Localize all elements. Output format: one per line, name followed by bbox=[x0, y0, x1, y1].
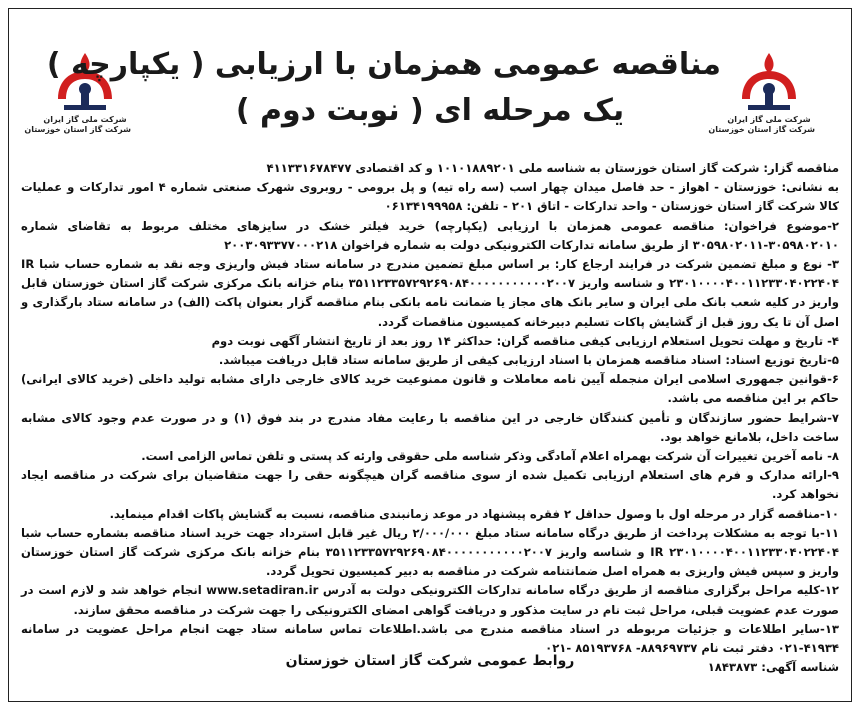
paragraph-ad-id: شناسه آگهی: ۱۸۴۳۸۷۳ bbox=[707, 660, 839, 675]
paragraph-setad: ۱۲-کلیه مراحل برگزاری مناقصه از طریق درگاه سامانه تدارکات الکترونیکی دولت به آدرس www.setadiran.ir انجام خواهد شد و لازم است در صورت عدم عضویت قبلی، مراحل ثبت نام در سایت مذکور و دریافت گواهی امضای الکترونیکی را جهت شرکت در مناقصه محقق سازند. bbox=[21, 583, 839, 617]
paragraph-laws: ۶-قوانین جمهوری اسلامی ایران منجمله آیین نامه معاملات و قانون ممنوعیت خرید کالای خارجی دارای مشابه تولید داخلی (خرید کالای ایرانی) حاکم بر این مناقصه می باشد. bbox=[21, 372, 839, 406]
paragraph-payment: ۱۱-با توجه به مشکلات پرداخت از طریق درگاه سامانه ستاد مبلغ ۲/۰۰۰/۰۰۰ ریال غیر قابل استرداد جهت خرید اسناد مناقصه بشماره حساب شبا IR ۲۳۰۱۰۰۰۰۴۰۰۱۱۲۳۳۰۴۰۲۲۴۰۴ و شناسه واریز ۳۵۱۱۲۳۳۵۷۲۹۲۶۹۰۸۴۰۰۰۰۰۰۰۰۰۰۰۲۰۰۷ بنام خزانه بانک مرکزی شرکت گاز استان خوزستان واریز و سپس فیش واریزی به همراه اصل ضمانتنامه شرکت در مناقصه به دبیر کمیسیون تحویل گردد. bbox=[21, 525, 840, 579]
paragraph-deadline: ۴- تاریخ و مهلت تحویل استعلام ارزیابی کیفی مناقصه گران: حداکثر ۱۴ روز بعد از تاریخ انتشار آگهی نوبت دوم bbox=[211, 333, 839, 348]
paragraph-address: به نشانی: خوزستان - اهواز - حد فاصل میدان چهار اسب (سه راه تیه) و پل برومی - روبروی شهرک صنعتی شماره ۴ امور تدارکات و عملیات کالا شرکت گاز استان خوزستان - واحد تدارکات - اتاق ۲۰۱ - تلفن: ۰۶۱۳۴۱۹۹۹۵۸ bbox=[21, 180, 839, 214]
page-title: مناقصه عمومی همزمان با ارزیابی ( یکپارچه ) bbox=[46, 47, 721, 82]
nigc-logo-right bbox=[708, 49, 815, 141]
gas-flame-logo-icon bbox=[734, 49, 804, 115]
logo-caption-1: شرکت ملی گاز ایران bbox=[43, 115, 127, 124]
paragraph-guarantee: ۳- نوع و مبلغ تضمین شرکت در فرایند ارجاع کار: بر اساس مبلغ تضمین مندرج در سامانه ستاد فیش واریزی وجه نقد به شماره حساب شبا IR ۲۳۰۱۰۰۰۰۴۰۰۱۱۲۳۳۰۴۰۲۲۴۰۴ و شناسه واریز ۳۵۱۱۲۳۳۵۷۲۹۲۶۹۰۸۴۰۰۰۰۰۰۰۰۰۰۰۲۰۰۷ بنام خزانه بانک مرکزی شرکت گاز استان خوزستان قابل واریز در کلیه شعب بانک ملی ایران و سایر بانک های مجاز یا ضمانت نامه بانکی بنام مناقصه گزار بعنوان پاکت (الف) در سامانه ستاد بارگذاری و اصل آن تا یک روز قبل از گشایش پاکات تسلیم دبیرخانه کمیسیون مناقصات گردد. bbox=[21, 257, 839, 329]
paragraph-documents: ۹-ارائه مدارک و فرم های استعلام ارزیابی تکمیل شده از سوی مناقصه گران هیچگونه حقی را جهت متقاضیان برای شرکت در مناقصه ایجاد نخواهد کرد. bbox=[21, 468, 839, 502]
paragraph-opening: ۱۰-مناقصه گزار در مرحله اول با وصول حداقل ۲ فقره پیشنهاد در موعد زمانبندی مناقصه، نسبت به گشایش پاکات اقدام مینماید. bbox=[109, 506, 839, 521]
paragraph-foreign: ۷-شرایط حضور سازندگان و تأمین کنندگان خارجی در این مناقصه با رعایت مفاد مندرج در بند فوق (۱) و در صورت عدم وجود کالای مشابه ساخت داخل، بلامانع خواهد بود. bbox=[21, 410, 839, 444]
paragraph-tenderer: مناقصه گزار: شرکت گاز استان خوزستان به شناسه ملی ۱۰۱۰۱۸۸۹۲۰۱ و کد اقتصادی ۴۱۱۳۳۱۶۷۸۴۷۷ bbox=[266, 161, 839, 175]
announcement-page bbox=[8, 8, 852, 702]
footer-signature: روابط عمومی شرکت گاز استان خوزستان bbox=[285, 653, 575, 669]
logo-caption-1: شرکت ملی گاز ایران bbox=[727, 115, 811, 124]
paragraph-contact: ۱۳-سایر اطلاعات و جزئیات مربوطه در اسناد مناقصه مندرج می باشد.اطلاعات تماس سامانه ستاد جهت انجام مراحل عضویت در سامانه ۴۱۹۳۴-۰۲۱ دفتر ثبت نام ۸۸۹۶۹۷۳۷- ۸۵۱۹۳۷۶۸ -۰۲۱ bbox=[21, 621, 839, 656]
paragraph-subject: ۲-موضوع فراخوان: مناقصه عمومی همزمان با ارزیابی (یکپارچه) خرید فیلتر خشک در سایزهای مختلف مربوط به تقاضای شماره ۳۰۵۹۸۰۲۰۱۰-۳۰۵۹۸۰۲۰۱۱ از طریق سامانه تدارکات الکترونیکی دولت به شماره فراخوان ۲۰۰۳۰۹۳۳۷۷۰۰۰۲۱۸ bbox=[21, 218, 839, 252]
paragraph-distribution: ۵-تاریخ توزیع اسناد: اسناد مناقصه همزمان با اسناد ارزیابی کیفی از طریق سامانه ستاد قابل دریافت میباشد. bbox=[218, 353, 839, 368]
logo-caption-2: شرکت گاز استان خوزستان bbox=[708, 125, 815, 134]
paragraph-letter: ۸- نامه آخرین تغییرات آن شرکت بهمراه اعلام آمادگی وذکر شناسه ملی حقوقی وارئه کد پستی و تلفن تماس الزامی است. bbox=[141, 449, 839, 464]
logo-caption-2: شرکت گاز استان خوزستان bbox=[24, 125, 131, 134]
announcement-body bbox=[21, 159, 839, 677]
header bbox=[9, 15, 851, 155]
page-subtitle: یک مرحله ای ( نوبت دوم ) bbox=[235, 93, 625, 128]
